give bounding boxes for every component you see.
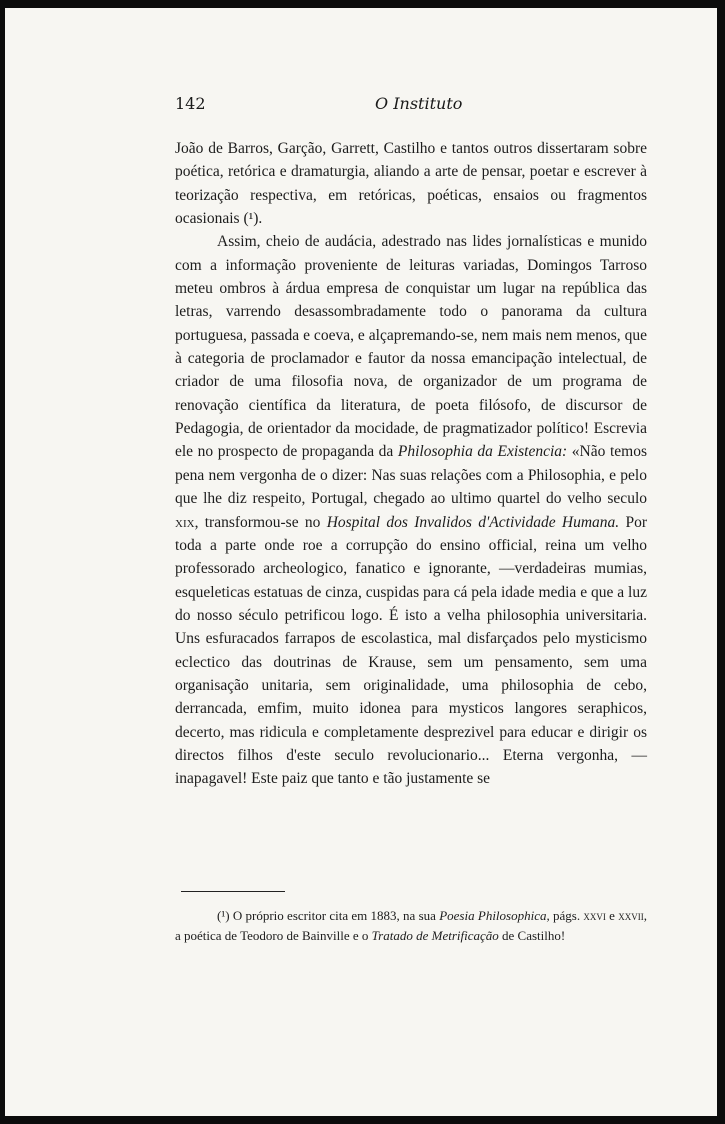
footnote [175, 906, 647, 945]
footnote-marker: (¹) [217, 908, 230, 923]
running-title: O Instituto [375, 94, 463, 113]
footnote-text-b: págs. [549, 908, 584, 923]
footnote-text-a: O próprio escritor cita em 1883, na sua [229, 908, 440, 923]
footnote-text-c: e [605, 908, 619, 923]
paragraph-2-text-b: «Não temos pena nem vergonha de o dizer: Nas suas relações com a Philosophia, e pelo que lhe diz respeito, Portugal, chegado ao ultimo quartel do velho seculo [175, 443, 647, 508]
footnote-paragraph [175, 906, 647, 945]
footnote-roman-1: xxvi [583, 908, 606, 923]
page-header [175, 94, 647, 118]
century-roman-numeral: xix [175, 513, 195, 531]
book-title-philosophia: Philosophia da Existencia: [397, 443, 568, 461]
footnote-title-poesia: Poesia Philosophica, [439, 908, 550, 923]
book-page [5, 8, 717, 1116]
paragraph-1: João de Barros, Garção, Garrett, Castilho e tantos outros dissertaram sobre poética, retórica e dramaturgia, aliando a arte de pensar, poetar e escrever à teorização respectiva, em retóricas, poéticas, ensaios ou fragmentos ocasionais (¹). [175, 140, 647, 228]
footnote-text-e: de Castilho! [498, 927, 566, 943]
footnote-text-d: , a poética de Teodoro de Bainville e o [175, 908, 647, 943]
footnote-divider [181, 891, 285, 892]
footnote-title-tratado: Tratado de Metrificação [371, 927, 499, 943]
page-number: 142 [175, 94, 206, 113]
paragraph-2-text-a: Assim, cheio de audácia, adestrado nas lides jornalísticas e munido com a informação proveniente de leituras variadas, Domingos Tarroso meteu ombros à árdua empresa de conquistar um lugar na república das letras, varrendo desassombradamente todo o panorama da cultura portuguesa, passada e coeva, e alçapremando-se, nem mais nem menos, que à categoria de proclamador e fautor da nossa emancipação intelectual, de criador de uma filosofia nova, de organizador de um programa de renovação científica da literatura, de poeta filósofo, de discursor de Pedagogia, de orientador da mocidade, de pragmatizador político! Escrevia ele no prospecto de propaganda da [175, 233, 647, 461]
paragraph-2-text-c: , transformou-se no [194, 513, 327, 531]
paragraph-2-text-d: Por toda a parte onde roe a corrupção do ensino official, reina um velho professorado archeologico, fanatico e ignorante, —verdadeiras mumias, esqueleticas estatuas de cinza, cuspidas para cá pela idade media e que a luz do nosso século petrificou logo. É isto a velha philosophia universitaria. Uns esfuracados farrapos de escolastica, mal disfarçados pelo mysticismo eclectico das doutrinas de Krause, sem um pensamento, sem uma organisação unitaria, sem originalidade, uma philosophia de cebo, derrancada, emfim, muito idonea para mysticos langores seraphicos, decerto, mas ridicula e completamente desprezivel para educar e dirigir os directos filhos d'este seculo revolucionario... Eterna vergonha, —inapagavel! Este paiz que tanto e tão justamente se [175, 513, 647, 788]
hospital-title: Hospital dos Invalidos d'Actividade Humana. [326, 513, 620, 531]
footnote-roman-2: xxvii [618, 908, 644, 923]
body-text [175, 137, 647, 791]
paragraph-2 [175, 230, 647, 790]
